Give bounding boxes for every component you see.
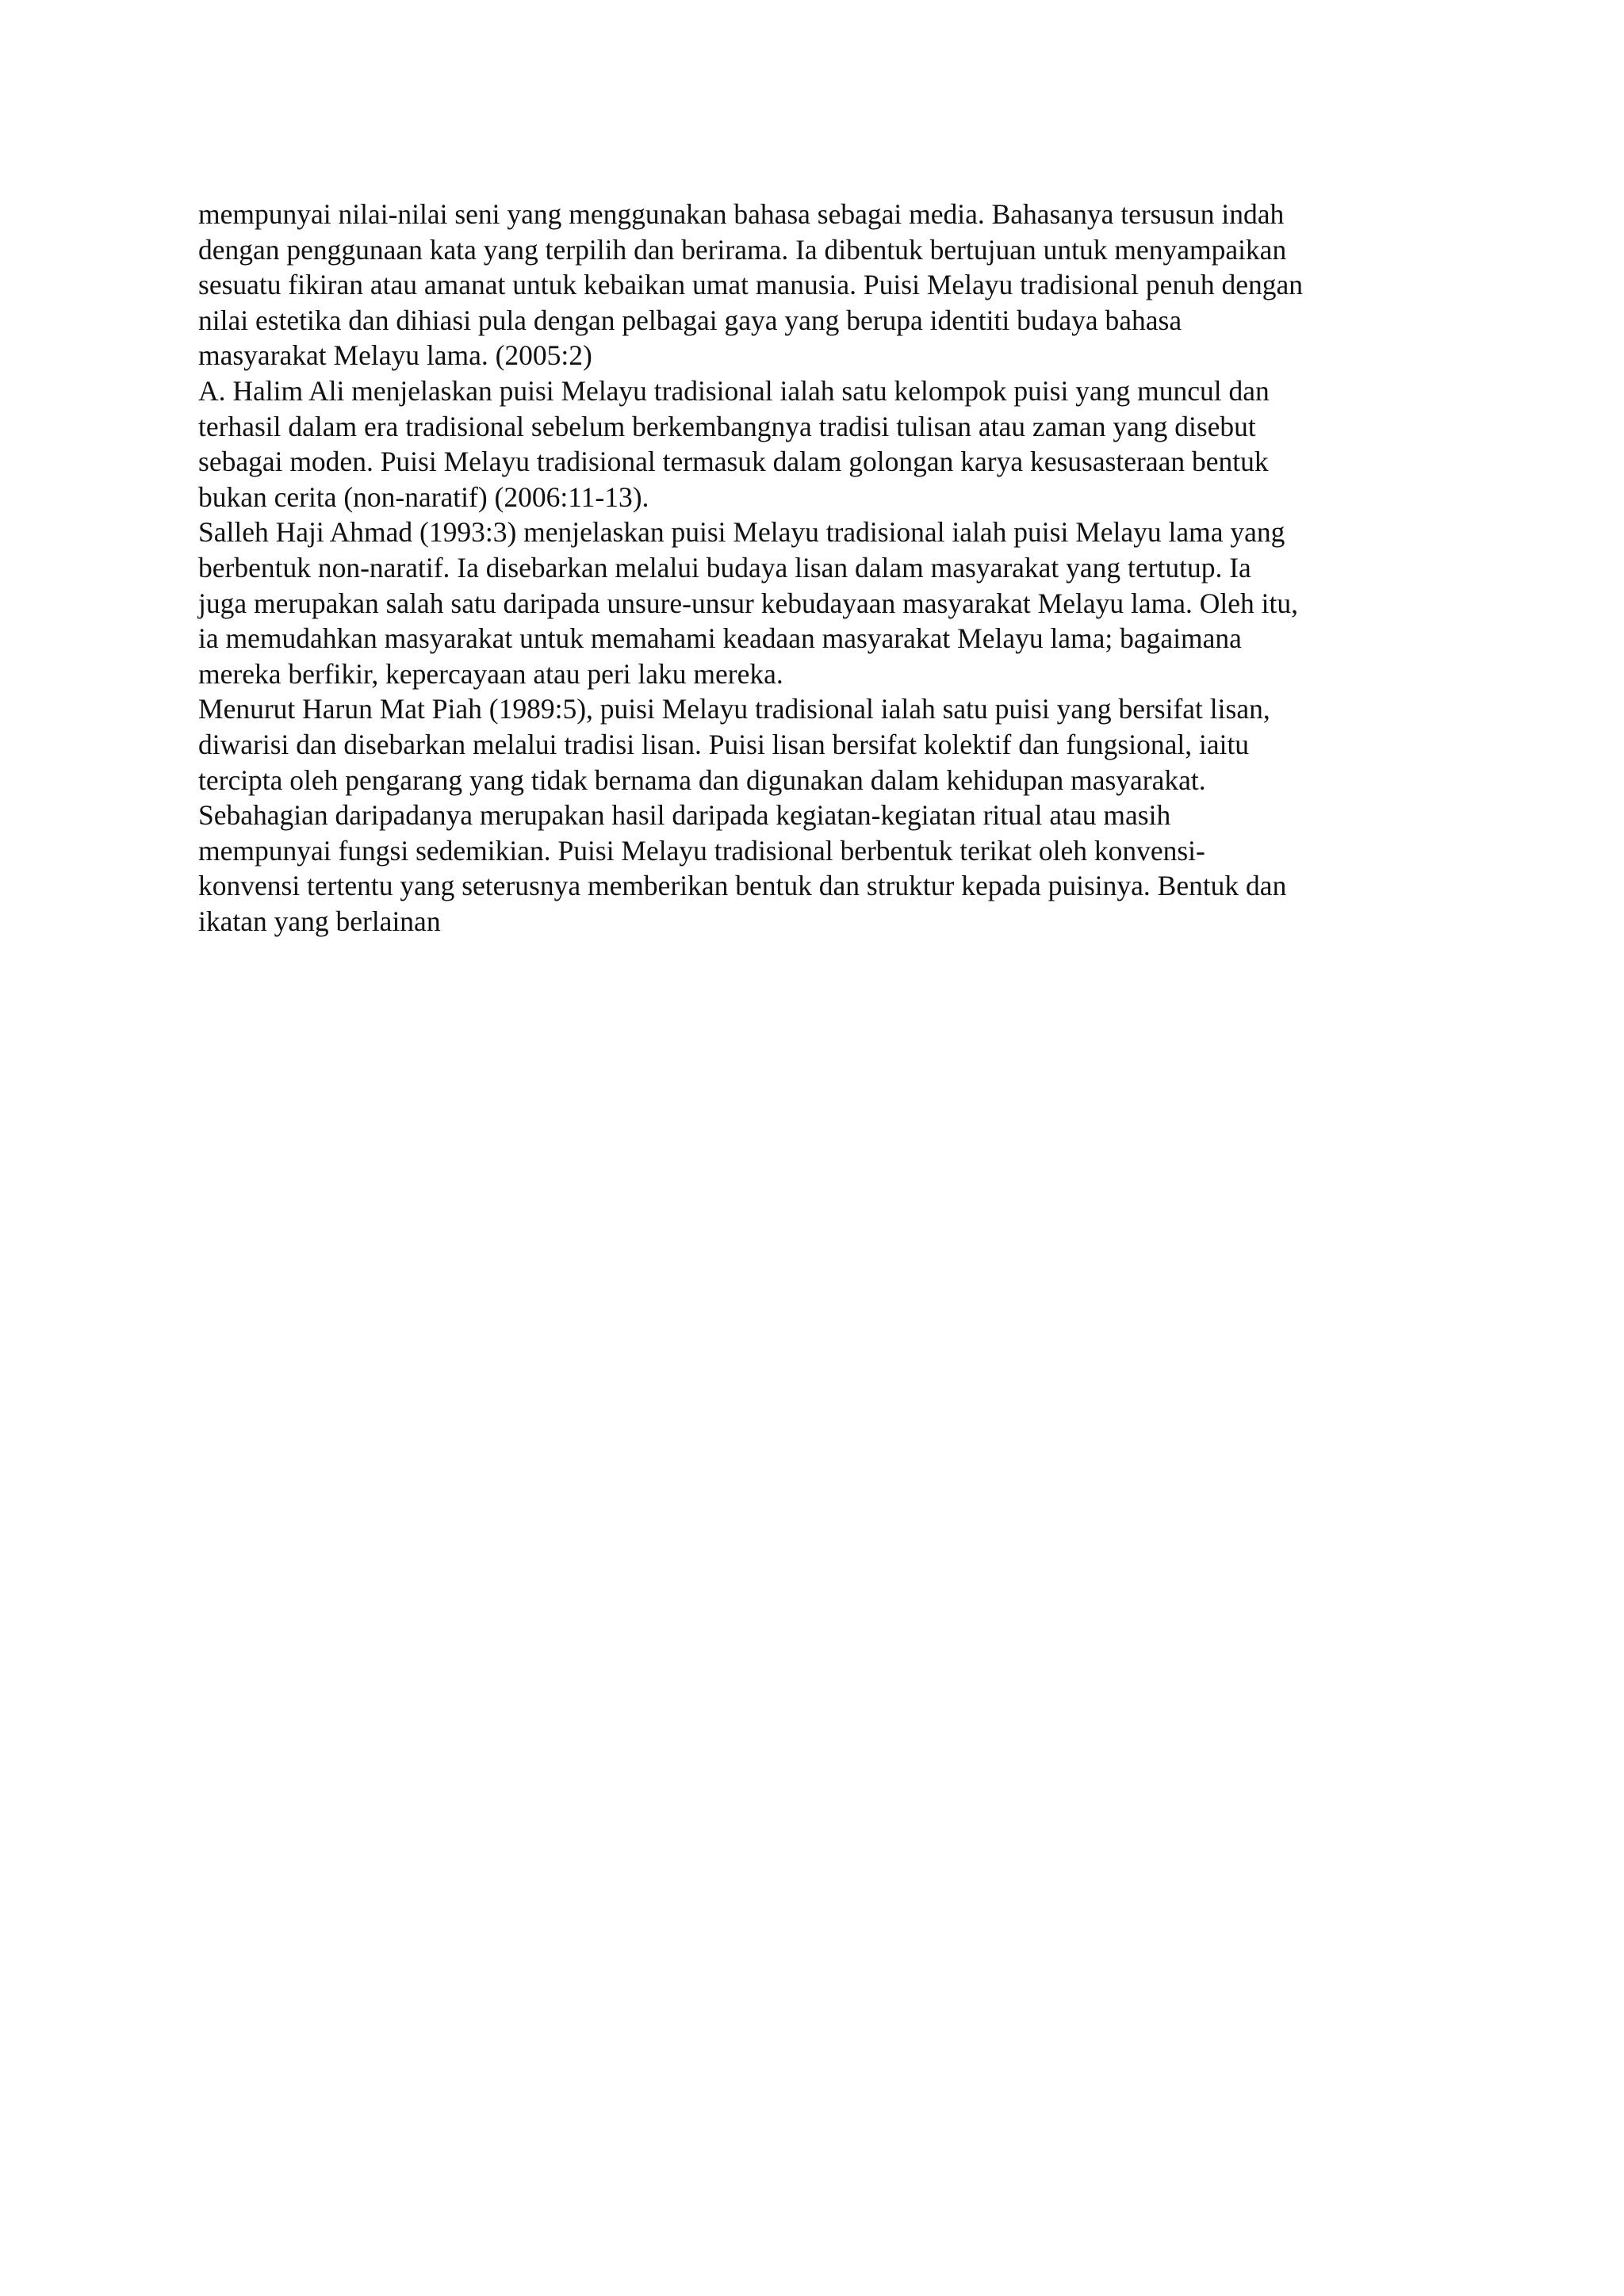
text-line: Sebahagian daripadanya merupakan hasil daripada kegiatan-kegiatan ritual atau masih bbox=[198, 799, 1171, 832]
text-line: bukan cerita (non-naratif) (2006:11-13). bbox=[198, 480, 649, 513]
text-line: masyarakat Melayu lama. (2005:2) bbox=[198, 339, 592, 372]
text-line: terhasil dalam era tradisional sebelum berkembangnya tradisi tulisan atau zaman yang disebut bbox=[198, 410, 1256, 442]
text-line: dengan penggunaan kata yang terpilih dan berirama. Ia dibentuk bertujuan untuk menyampaikan bbox=[198, 233, 1287, 266]
text-line: mereka berfikir, kepercayaan atau peri laku mereka. bbox=[198, 657, 783, 690]
text-line: ikatan yang berlainan bbox=[198, 905, 441, 937]
text-line: Menurut Harun Mat Piah (1989:5), puisi Melayu tradisional ialah satu puisi yang bersifat lisan, bbox=[198, 693, 1270, 725]
text-line: tercipta oleh pengarang yang tidak bernama dan digunakan dalam kehidupan masyarakat. bbox=[198, 763, 1206, 796]
text-line: mempunyai nilai-nilai seni yang menggunakan bahasa sebagai media. Bahasanya tersusun indah bbox=[198, 198, 1285, 230]
text-line: A. Halim Ali menjelaskan puisi Melayu tradisional ialah satu kelompok puisi yang muncul dan bbox=[198, 374, 1270, 407]
text-line: ia memudahkan masyarakat untuk memahami keadaan masyarakat Melayu lama; bagaimana bbox=[198, 622, 1242, 655]
text-line: berbentuk non-naratif. Ia disebarkan melalui budaya lisan dalam masyarakat yang tertutup. Ia bbox=[198, 551, 1251, 584]
text-line: mempunyai fungsi sedemikian. Puisi Melayu tradisional berbentuk terikat oleh konvensi- bbox=[198, 834, 1205, 867]
body-text bbox=[198, 197, 1451, 939]
text-line: konvensi tertentu yang seterusnya memberikan bentuk dan struktur kepada puisinya. Bentuk dan bbox=[198, 870, 1287, 902]
text-line: sesuatu fikiran atau amanat untuk kebaikan umat manusia. Puisi Melayu tradisional penuh dengan bbox=[198, 269, 1304, 301]
text-line: juga merupakan salah satu daripada unsure-unsur kebudayaan masyarakat Melayu lama. Oleh itu, bbox=[198, 587, 1298, 619]
text-line: nilai estetika dan dihiasi pula dengan pelbagai gaya yang berupa identiti budaya bahasa bbox=[198, 304, 1182, 336]
text-line: sebagai moden. Puisi Melayu tradisional termasuk dalam golongan karya kesusasteraan bentuk bbox=[198, 446, 1269, 478]
text-line: diwarisi dan disebarkan melalui tradisi lisan. Puisi lisan bersifat kolektif dan fungsional, iaitu bbox=[198, 728, 1250, 760]
text-line: Salleh Haji Ahmad (1993:3) menjelaskan puisi Melayu tradisional ialah puisi Melayu lama yang bbox=[198, 516, 1285, 549]
